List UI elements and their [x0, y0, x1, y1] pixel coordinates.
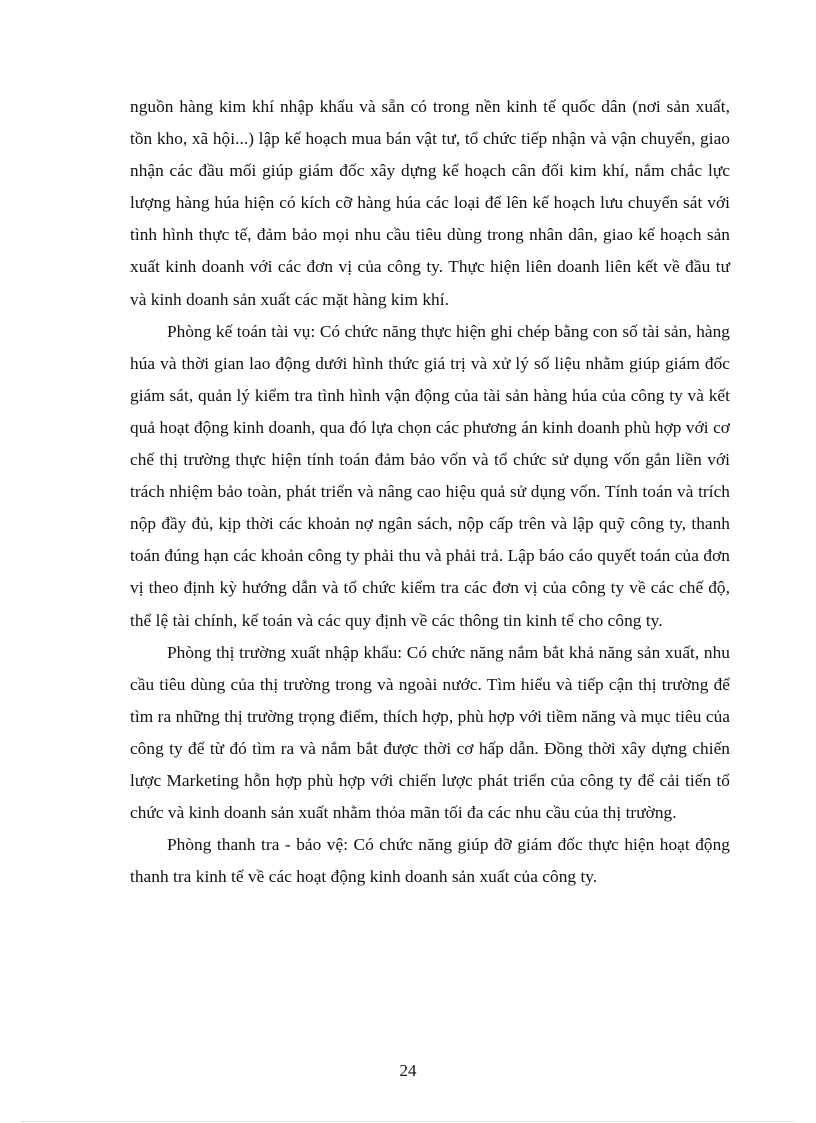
- page-number: 24: [399, 1061, 417, 1080]
- paragraph-phong-ke-toan-tai-vu: Phòng kế toán tài vụ: Có chức năng thực hiện ghi chép bằng con số tài sản, hàng húa và thời gian lao động dưới hình thức giá trị và xử lý số liệu nhằm giúp giám đốc giám sát, quản lý kiểm tra tình hình vận động của tài sản hàng húa của công ty và kết quả hoạt động kinh doanh, qua đó lựa chọn các phương án kinh doanh phù hợp với cơ chế thị trường thực hiện tính toán đảm bảo vốn và tổ chức sử dụng vốn gắn liền với trách nhiệm bảo toàn, phát triển và nâng cao hiệu quả sử dụng vốn. Tính toán và trích nộp đầy đủ, kịp thời các khoản nợ ngân sách, nộp cấp trên và lập quỹ công ty, thanh toán đúng hạn các khoản công ty phải thu và phải trả. Lập báo cáo quyết toán của đơn vị theo định kỳ hướng dẫn và tổ chức kiểm tra các đơn vị của công ty về các chế độ, thể lệ tài chính, kế toán và các quy định về các thông tin kinh tế cho công ty.: [130, 321, 730, 630]
- page-bottom-divider: [22, 1121, 794, 1122]
- paragraph-phong-thi-truong-xuat-nhap-khau: Phòng thị trường xuất nhập khẩu: Có chức năng nắm bắt khả năng sản xuất, nhu cầu tiêu dùng của thị trường trong và ngoài nước. Tìm hiểu và tiếp cận thị trường để tìm ra những thị trường trọng điểm, thích hợp, phù hợp với tiềm năng và mục tiêu của công ty để từ đó tìm ra và nắm bắt được thời cơ hấp dẫn. Đồng thời xây dựng chiến lược Marketing hỗn hợp phù hợp với chiến lược phát triển của công ty để cải tiến tổ chức và kinh doanh sản xuất nhằm thỏa mãn tối đa các nhu cầu của thị trường.: [130, 642, 730, 823]
- body-text: [130, 91, 730, 893]
- paragraph-kim-khi-continuation: nguồn hàng kim khí nhập khẩu và sẵn có trong nền kinh tế quốc dân (nơi sản xuất, tồn kho, xã hội...) lập kế hoạch mua bán vật tư, tổ chức tiếp nhận và vận chuyển, giao nhận các đầu mối giúp giám đốc xây dựng kế hoạch cân đối kim khí, nắm chắc lực lượng hàng húa hiện có kích cỡ hàng húa các loại để lên kế hoạch lưu chuyển sát với tình hình thực tế, đảm bảo mọi nhu cầu tiêu dùng trong nhân dân, giao kế hoạch sản xuất kinh doanh với các đơn vị của công ty. Thực hiện liên doanh liên kết về đầu tư và kinh doanh sản xuất các mặt hàng kim khí.: [130, 97, 730, 309]
- paragraph-phong-thanh-tra-bao-ve: Phòng thanh tra - bảo vệ: Có chức năng giúp đỡ giám đốc thực hiện hoạt động thanh tra kinh tế về các hoạt động kinh doanh sản xuất của công ty.: [130, 835, 730, 887]
